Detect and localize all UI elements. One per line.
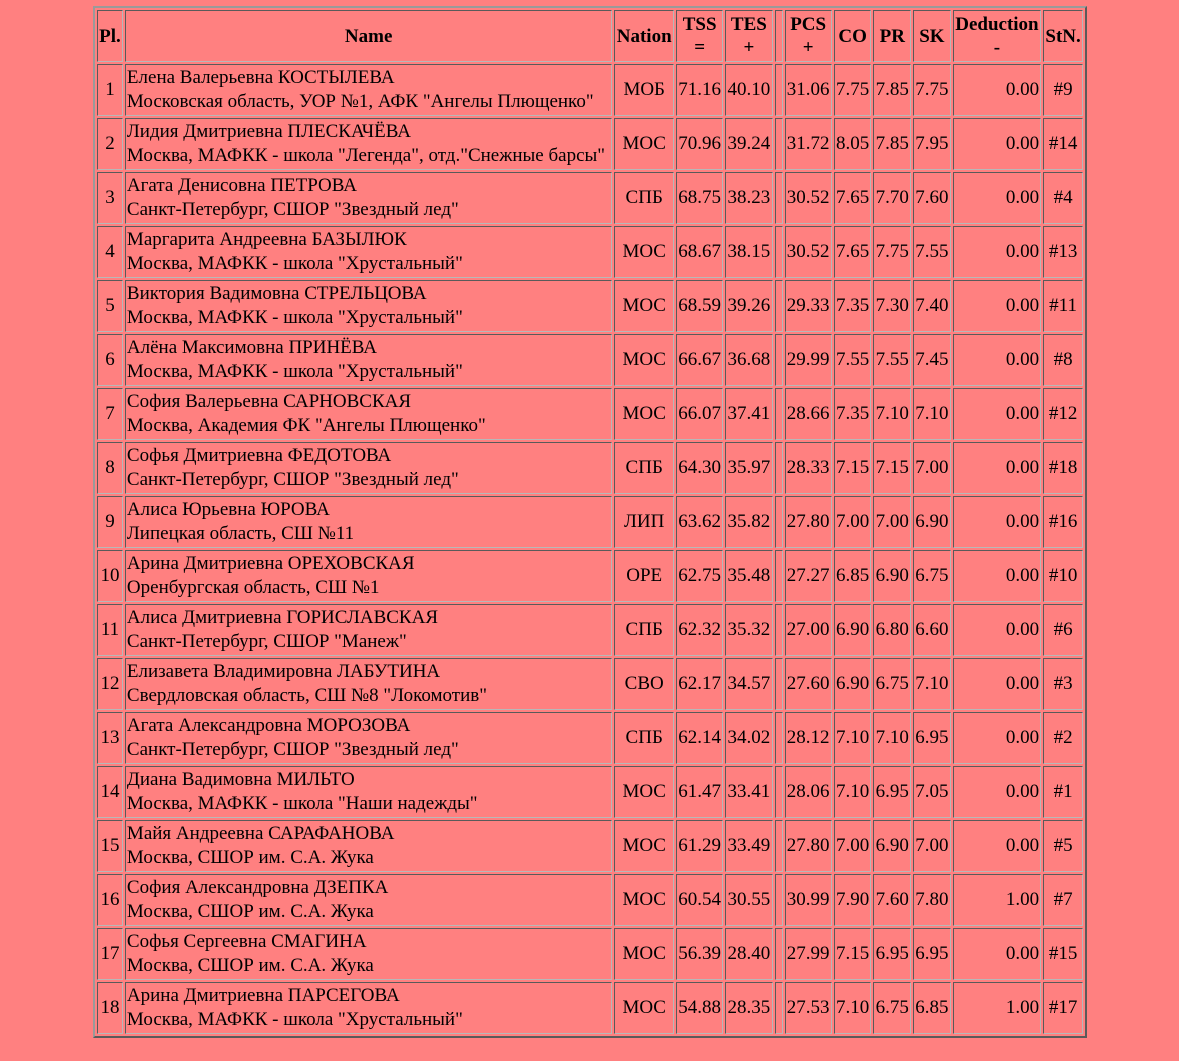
skater-name: Алёна Максимовна ПРИНЁВА bbox=[126, 337, 377, 358]
skater-cell bbox=[125, 982, 613, 1034]
place-cell: 9 bbox=[97, 496, 123, 548]
tss-cell: 68.59 bbox=[676, 280, 723, 332]
tes-cell: 35.32 bbox=[725, 604, 772, 656]
table-row bbox=[97, 550, 1083, 602]
skater-cell bbox=[125, 64, 613, 116]
deduction-cell: 0.00 bbox=[953, 658, 1041, 710]
place-cell: 2 bbox=[97, 118, 123, 170]
pr-cell: 7.85 bbox=[873, 118, 911, 170]
sk-cell: 7.45 bbox=[913, 334, 951, 386]
start-number-cell: #14 bbox=[1043, 118, 1083, 170]
pcs-cell: 30.52 bbox=[785, 172, 832, 224]
place-cell: 3 bbox=[97, 172, 123, 224]
place-cell: 12 bbox=[97, 658, 123, 710]
pr-cell: 6.75 bbox=[873, 982, 911, 1034]
pcs-cell: 31.06 bbox=[785, 64, 832, 116]
tes-cell: 38.15 bbox=[725, 226, 772, 278]
tss-cell: 64.30 bbox=[676, 442, 723, 494]
skater-name: Алиса Дмитриевна ГОРИСЛАВСКАЯ bbox=[126, 607, 438, 628]
pcs-cell: 27.00 bbox=[785, 604, 832, 656]
tss-operator: = bbox=[694, 37, 706, 58]
pcs-operator: + bbox=[802, 37, 814, 58]
skater-cell bbox=[125, 118, 613, 170]
deduction-cell: 0.00 bbox=[953, 442, 1041, 494]
sk-cell: 7.00 bbox=[913, 820, 951, 872]
sk-cell: 6.60 bbox=[913, 604, 951, 656]
skater-club: Москва, МАФКК - школа "Хрустальный" bbox=[126, 1009, 463, 1030]
nation-cell: ОРЕ bbox=[614, 550, 674, 602]
co-cell: 7.15 bbox=[834, 928, 872, 980]
skater-name: Арина Дмитриевна ОРЕХОВСКАЯ bbox=[126, 553, 415, 574]
nation-cell: МОС bbox=[614, 928, 674, 980]
place-cell: 16 bbox=[97, 874, 123, 926]
skater-club: Санкт-Петербург, СШОР "Манеж" bbox=[126, 631, 407, 652]
skater-cell bbox=[125, 280, 613, 332]
sk-cell: 6.95 bbox=[913, 928, 951, 980]
tes-cell: 35.48 bbox=[725, 550, 772, 602]
start-number-cell: #8 bbox=[1043, 334, 1083, 386]
place-cell: 1 bbox=[97, 64, 123, 116]
table-row bbox=[97, 442, 1083, 494]
place-cell: 6 bbox=[97, 334, 123, 386]
skater-cell bbox=[125, 766, 613, 818]
nation-cell: МОС bbox=[614, 388, 674, 440]
spacer-cell bbox=[775, 172, 783, 224]
skater-cell bbox=[125, 226, 613, 278]
nation-cell: МОС bbox=[614, 226, 674, 278]
skater-name: Арина Дмитриевна ПАРСЕГОВА bbox=[126, 985, 400, 1006]
skater-cell bbox=[125, 874, 613, 926]
place-cell: 4 bbox=[97, 226, 123, 278]
place-cell: 7 bbox=[97, 388, 123, 440]
spacer-column-header bbox=[775, 10, 783, 62]
table-row bbox=[97, 982, 1083, 1034]
nation-cell: МОС bbox=[614, 118, 674, 170]
place-cell: 11 bbox=[97, 604, 123, 656]
pr-cell: 7.55 bbox=[873, 334, 911, 386]
pr-cell: 6.95 bbox=[873, 766, 911, 818]
skater-name: Майя Андреевна САРАФАНОВА bbox=[126, 823, 395, 844]
header-row bbox=[97, 10, 1083, 62]
pcs-cell: 30.52 bbox=[785, 226, 832, 278]
tss-cell: 68.67 bbox=[676, 226, 723, 278]
tss-cell: 61.29 bbox=[676, 820, 723, 872]
table-row bbox=[97, 172, 1083, 224]
tss-cell: 62.75 bbox=[676, 550, 723, 602]
sk-cell: 7.75 bbox=[913, 64, 951, 116]
tes-cell: 34.02 bbox=[725, 712, 772, 764]
skater-cell bbox=[125, 172, 613, 224]
pr-cell: 7.70 bbox=[873, 172, 911, 224]
pcs-cell: 28.06 bbox=[785, 766, 832, 818]
skater-cell bbox=[125, 712, 613, 764]
tes-label: TES bbox=[730, 14, 767, 35]
sk-cell: 7.10 bbox=[913, 658, 951, 710]
start-number-cell: #10 bbox=[1043, 550, 1083, 602]
skater-cell bbox=[125, 658, 613, 710]
spacer-cell bbox=[775, 982, 783, 1034]
pr-cell: 7.15 bbox=[873, 442, 911, 494]
start-number-cell: #4 bbox=[1043, 172, 1083, 224]
spacer-cell bbox=[775, 334, 783, 386]
co-cell: 7.65 bbox=[834, 226, 872, 278]
start-number-cell: #6 bbox=[1043, 604, 1083, 656]
tes-cell: 36.68 bbox=[725, 334, 772, 386]
pr-cell: 6.90 bbox=[873, 820, 911, 872]
start-number-cell: #2 bbox=[1043, 712, 1083, 764]
tss-cell: 70.96 bbox=[676, 118, 723, 170]
deduction-cell: 0.00 bbox=[953, 118, 1041, 170]
deduction-cell: 0.00 bbox=[953, 550, 1041, 602]
start-number-cell: #13 bbox=[1043, 226, 1083, 278]
spacer-cell bbox=[775, 442, 783, 494]
nation-cell: МОС bbox=[614, 766, 674, 818]
co-cell: 7.10 bbox=[834, 766, 872, 818]
deduction-cell: 0.00 bbox=[953, 928, 1041, 980]
pcs-cell: 29.33 bbox=[785, 280, 832, 332]
place-cell: 13 bbox=[97, 712, 123, 764]
pr-cell: 7.10 bbox=[873, 388, 911, 440]
skater-club: Москва, МАФКК - школа "Хрустальный" bbox=[126, 361, 463, 382]
skater-club: Оренбургская область, СШ №1 bbox=[126, 577, 380, 598]
skater-cell bbox=[125, 496, 613, 548]
tes-cell: 37.41 bbox=[725, 388, 772, 440]
skater-name: София Александровна ДЗЕПКА bbox=[126, 877, 389, 898]
deduction-cell: 0.00 bbox=[953, 280, 1041, 332]
nation-cell: СПБ bbox=[614, 172, 674, 224]
tss-cell: 54.88 bbox=[676, 982, 723, 1034]
skater-cell bbox=[125, 550, 613, 602]
co-cell: 7.55 bbox=[834, 334, 872, 386]
table-row bbox=[97, 604, 1083, 656]
table-row bbox=[97, 280, 1083, 332]
skater-cell bbox=[125, 388, 613, 440]
col-sk-header: SK bbox=[913, 10, 951, 62]
tes-cell: 39.24 bbox=[725, 118, 772, 170]
table-row bbox=[97, 334, 1083, 386]
pcs-cell: 28.12 bbox=[785, 712, 832, 764]
sk-cell: 7.60 bbox=[913, 172, 951, 224]
pr-cell: 6.80 bbox=[873, 604, 911, 656]
deduction-cell: 0.00 bbox=[953, 64, 1041, 116]
tes-cell: 38.23 bbox=[725, 172, 772, 224]
spacer-cell bbox=[775, 280, 783, 332]
spacer-cell bbox=[775, 550, 783, 602]
pr-cell: 7.00 bbox=[873, 496, 911, 548]
tss-cell: 62.14 bbox=[676, 712, 723, 764]
deduction-cell: 0.00 bbox=[953, 712, 1041, 764]
spacer-cell bbox=[775, 874, 783, 926]
pcs-cell: 27.53 bbox=[785, 982, 832, 1034]
col-place-header: Pl. bbox=[97, 10, 123, 62]
spacer-cell bbox=[775, 496, 783, 548]
table-row bbox=[97, 64, 1083, 116]
skater-club: Московская область, УОР №1, АФК "Ангелы Плющенко" bbox=[126, 91, 594, 112]
skater-name: Виктория Вадимовна СТРЕЛЬЦОВА bbox=[126, 283, 427, 304]
skater-name: Диана Вадимовна МИЛЬТО bbox=[126, 769, 355, 790]
spacer-cell bbox=[775, 820, 783, 872]
tes-cell: 35.97 bbox=[725, 442, 772, 494]
pr-cell: 7.10 bbox=[873, 712, 911, 764]
place-cell: 14 bbox=[97, 766, 123, 818]
nation-cell: МОС bbox=[614, 874, 674, 926]
col-deduction-header bbox=[953, 10, 1041, 62]
table-row bbox=[97, 226, 1083, 278]
table-row bbox=[97, 928, 1083, 980]
tss-cell: 60.54 bbox=[676, 874, 723, 926]
pr-cell: 7.75 bbox=[873, 226, 911, 278]
start-number-cell: #1 bbox=[1043, 766, 1083, 818]
deduction-cell: 0.00 bbox=[953, 226, 1041, 278]
pcs-cell: 29.99 bbox=[785, 334, 832, 386]
start-number-cell: #17 bbox=[1043, 982, 1083, 1034]
tss-cell: 62.17 bbox=[676, 658, 723, 710]
pcs-cell: 28.33 bbox=[785, 442, 832, 494]
skater-club: Санкт-Петербург, СШОР "Звездный лед" bbox=[126, 739, 459, 760]
table-row bbox=[97, 766, 1083, 818]
pcs-cell: 27.80 bbox=[785, 820, 832, 872]
skater-club: Свердловская область, СШ №8 "Локомотив" bbox=[126, 685, 487, 706]
sk-cell: 7.05 bbox=[913, 766, 951, 818]
skater-name: Софья Дмитриевна ФЕДОТОВА bbox=[126, 445, 392, 466]
nation-cell: МОС bbox=[614, 280, 674, 332]
tss-cell: 71.16 bbox=[676, 64, 723, 116]
deduction-cell: 0.00 bbox=[953, 388, 1041, 440]
pcs-cell: 30.99 bbox=[785, 874, 832, 926]
start-number-cell: #16 bbox=[1043, 496, 1083, 548]
place-cell: 10 bbox=[97, 550, 123, 602]
col-pcs-header bbox=[785, 10, 832, 62]
co-cell: 7.00 bbox=[834, 496, 872, 548]
co-cell: 6.85 bbox=[834, 550, 872, 602]
col-nation-header: Nation bbox=[614, 10, 674, 62]
start-number-cell: #3 bbox=[1043, 658, 1083, 710]
tss-label: TSS bbox=[682, 14, 717, 35]
nation-cell: МОБ bbox=[614, 64, 674, 116]
sk-cell: 6.90 bbox=[913, 496, 951, 548]
skater-club: Москва, МАФКК - школа "Легенда", отд."Снежные барсы" bbox=[126, 145, 606, 166]
sk-cell: 6.85 bbox=[913, 982, 951, 1034]
table-row bbox=[97, 496, 1083, 548]
skater-name: Алиса Юрьевна ЮРОВА bbox=[126, 499, 330, 520]
results-table bbox=[93, 6, 1087, 1038]
start-number-cell: #7 bbox=[1043, 874, 1083, 926]
skater-club: Москва, СШОР им. С.А. Жука bbox=[126, 847, 374, 868]
place-cell: 18 bbox=[97, 982, 123, 1034]
skater-cell bbox=[125, 334, 613, 386]
start-number-cell: #15 bbox=[1043, 928, 1083, 980]
pr-cell: 6.75 bbox=[873, 658, 911, 710]
spacer-cell bbox=[775, 928, 783, 980]
tes-cell: 39.26 bbox=[725, 280, 772, 332]
tss-cell: 61.47 bbox=[676, 766, 723, 818]
tes-cell: 30.55 bbox=[725, 874, 772, 926]
start-number-cell: #9 bbox=[1043, 64, 1083, 116]
place-cell: 5 bbox=[97, 280, 123, 332]
skater-name: Елизавета Владимировна ЛАБУТИНА bbox=[126, 661, 441, 682]
deduction-operator: - bbox=[993, 37, 1001, 58]
pr-cell: 6.95 bbox=[873, 928, 911, 980]
sk-cell: 7.00 bbox=[913, 442, 951, 494]
skater-cell bbox=[125, 604, 613, 656]
skater-name: Маргарита Андреевна БАЗЫЛЮК bbox=[126, 229, 407, 250]
sk-cell: 6.95 bbox=[913, 712, 951, 764]
co-cell: 7.15 bbox=[834, 442, 872, 494]
start-number-cell: #11 bbox=[1043, 280, 1083, 332]
tes-cell: 33.49 bbox=[725, 820, 772, 872]
skater-name: София Валерьевна САРНОВСКАЯ bbox=[126, 391, 412, 412]
nation-cell: МОС bbox=[614, 334, 674, 386]
deduction-cell: 0.00 bbox=[953, 334, 1041, 386]
col-stn-header: StN. bbox=[1043, 10, 1083, 62]
co-cell: 8.05 bbox=[834, 118, 872, 170]
table-row bbox=[97, 874, 1083, 926]
skater-name: Агата Денисовна ПЕТРОВА bbox=[126, 175, 357, 196]
sk-cell: 7.40 bbox=[913, 280, 951, 332]
results-body bbox=[97, 64, 1083, 1034]
skater-club: Москва, СШОР им. С.А. Жука bbox=[126, 955, 374, 976]
tss-cell: 56.39 bbox=[676, 928, 723, 980]
sk-cell: 6.75 bbox=[913, 550, 951, 602]
co-cell: 7.65 bbox=[834, 172, 872, 224]
tss-cell: 68.75 bbox=[676, 172, 723, 224]
skater-cell bbox=[125, 442, 613, 494]
col-tss-header bbox=[676, 10, 723, 62]
skater-club: Москва, МАФКК - школа "Хрустальный" bbox=[126, 253, 463, 274]
co-cell: 7.10 bbox=[834, 982, 872, 1034]
spacer-cell bbox=[775, 118, 783, 170]
tes-cell: 40.10 bbox=[725, 64, 772, 116]
skater-club: Санкт-Петербург, СШОР "Звездный лед" bbox=[126, 469, 459, 490]
nation-cell: МОС bbox=[614, 820, 674, 872]
sk-cell: 7.95 bbox=[913, 118, 951, 170]
deduction-cell: 0.00 bbox=[953, 820, 1041, 872]
pcs-cell: 27.27 bbox=[785, 550, 832, 602]
deduction-cell: 0.00 bbox=[953, 172, 1041, 224]
co-cell: 7.90 bbox=[834, 874, 872, 926]
pr-cell: 7.60 bbox=[873, 874, 911, 926]
tes-operator: + bbox=[743, 37, 755, 58]
tes-cell: 33.41 bbox=[725, 766, 772, 818]
co-cell: 7.00 bbox=[834, 820, 872, 872]
col-tes-header bbox=[725, 10, 772, 62]
spacer-cell bbox=[775, 226, 783, 278]
spacer-cell bbox=[775, 658, 783, 710]
place-cell: 17 bbox=[97, 928, 123, 980]
skater-cell bbox=[125, 928, 613, 980]
nation-cell: СВО bbox=[614, 658, 674, 710]
nation-cell: ЛИП bbox=[614, 496, 674, 548]
spacer-cell bbox=[775, 604, 783, 656]
nation-cell: СПБ bbox=[614, 712, 674, 764]
tes-cell: 28.35 bbox=[725, 982, 772, 1034]
pcs-cell: 27.99 bbox=[785, 928, 832, 980]
skater-name: Елена Валерьевна КОСТЫЛЕВА bbox=[126, 67, 395, 88]
co-cell: 7.35 bbox=[834, 388, 872, 440]
skater-club: Москва, МАФКК - школа "Хрустальный" bbox=[126, 307, 463, 328]
table-row bbox=[97, 118, 1083, 170]
deduction-cell: 1.00 bbox=[953, 982, 1041, 1034]
skater-name: Софья Сергеевна СМАГИНА bbox=[126, 931, 367, 952]
nation-cell: МОС bbox=[614, 982, 674, 1034]
pcs-label: PCS bbox=[790, 14, 827, 35]
deduction-label: Deduction bbox=[955, 14, 1039, 35]
spacer-cell bbox=[775, 712, 783, 764]
spacer-cell bbox=[775, 388, 783, 440]
tes-cell: 35.82 bbox=[725, 496, 772, 548]
col-co-header: CO bbox=[834, 10, 872, 62]
pcs-cell: 27.80 bbox=[785, 496, 832, 548]
skater-club: Липецкая область, СШ №11 bbox=[126, 523, 355, 544]
start-number-cell: #18 bbox=[1043, 442, 1083, 494]
pcs-cell: 28.66 bbox=[785, 388, 832, 440]
pr-cell: 7.85 bbox=[873, 64, 911, 116]
skater-cell bbox=[125, 820, 613, 872]
pcs-cell: 31.72 bbox=[785, 118, 832, 170]
tss-cell: 66.67 bbox=[676, 334, 723, 386]
sk-cell: 7.80 bbox=[913, 874, 951, 926]
table-row bbox=[97, 658, 1083, 710]
table-row bbox=[97, 712, 1083, 764]
start-number-cell: #12 bbox=[1043, 388, 1083, 440]
spacer-cell bbox=[775, 64, 783, 116]
deduction-cell: 1.00 bbox=[953, 874, 1041, 926]
co-cell: 7.35 bbox=[834, 280, 872, 332]
deduction-cell: 0.00 bbox=[953, 604, 1041, 656]
tss-cell: 63.62 bbox=[676, 496, 723, 548]
tss-cell: 66.07 bbox=[676, 388, 723, 440]
skater-club: Санкт-Петербург, СШОР "Звездный лед" bbox=[126, 199, 459, 220]
tes-cell: 34.57 bbox=[725, 658, 772, 710]
deduction-cell: 0.00 bbox=[953, 766, 1041, 818]
nation-cell: СПБ bbox=[614, 604, 674, 656]
pcs-cell: 27.60 bbox=[785, 658, 832, 710]
col-pr-header: PR bbox=[873, 10, 911, 62]
place-cell: 8 bbox=[97, 442, 123, 494]
pr-cell: 6.90 bbox=[873, 550, 911, 602]
co-cell: 7.75 bbox=[834, 64, 872, 116]
tes-cell: 28.40 bbox=[725, 928, 772, 980]
co-cell: 6.90 bbox=[834, 658, 872, 710]
skater-club: Москва, СШОР им. С.А. Жука bbox=[126, 901, 374, 922]
co-cell: 7.10 bbox=[834, 712, 872, 764]
deduction-cell: 0.00 bbox=[953, 496, 1041, 548]
skater-club: Москва, Академия ФК "Ангелы Плющенко" bbox=[126, 415, 486, 436]
start-number-cell: #5 bbox=[1043, 820, 1083, 872]
skater-name: Агата Александровна МОРОЗОВА bbox=[126, 715, 411, 736]
col-name-header: Name bbox=[125, 10, 613, 62]
table-row bbox=[97, 820, 1083, 872]
spacer-cell bbox=[775, 766, 783, 818]
sk-cell: 7.55 bbox=[913, 226, 951, 278]
skater-name: Лидия Дмитриевна ПЛЕСКАЧЁВА bbox=[126, 121, 411, 142]
nation-cell: СПБ bbox=[614, 442, 674, 494]
co-cell: 6.90 bbox=[834, 604, 872, 656]
table-row bbox=[97, 388, 1083, 440]
place-cell: 15 bbox=[97, 820, 123, 872]
pr-cell: 7.30 bbox=[873, 280, 911, 332]
sk-cell: 7.10 bbox=[913, 388, 951, 440]
skater-club: Москва, МАФКК - школа "Наши надежды" bbox=[126, 793, 478, 814]
tss-cell: 62.32 bbox=[676, 604, 723, 656]
